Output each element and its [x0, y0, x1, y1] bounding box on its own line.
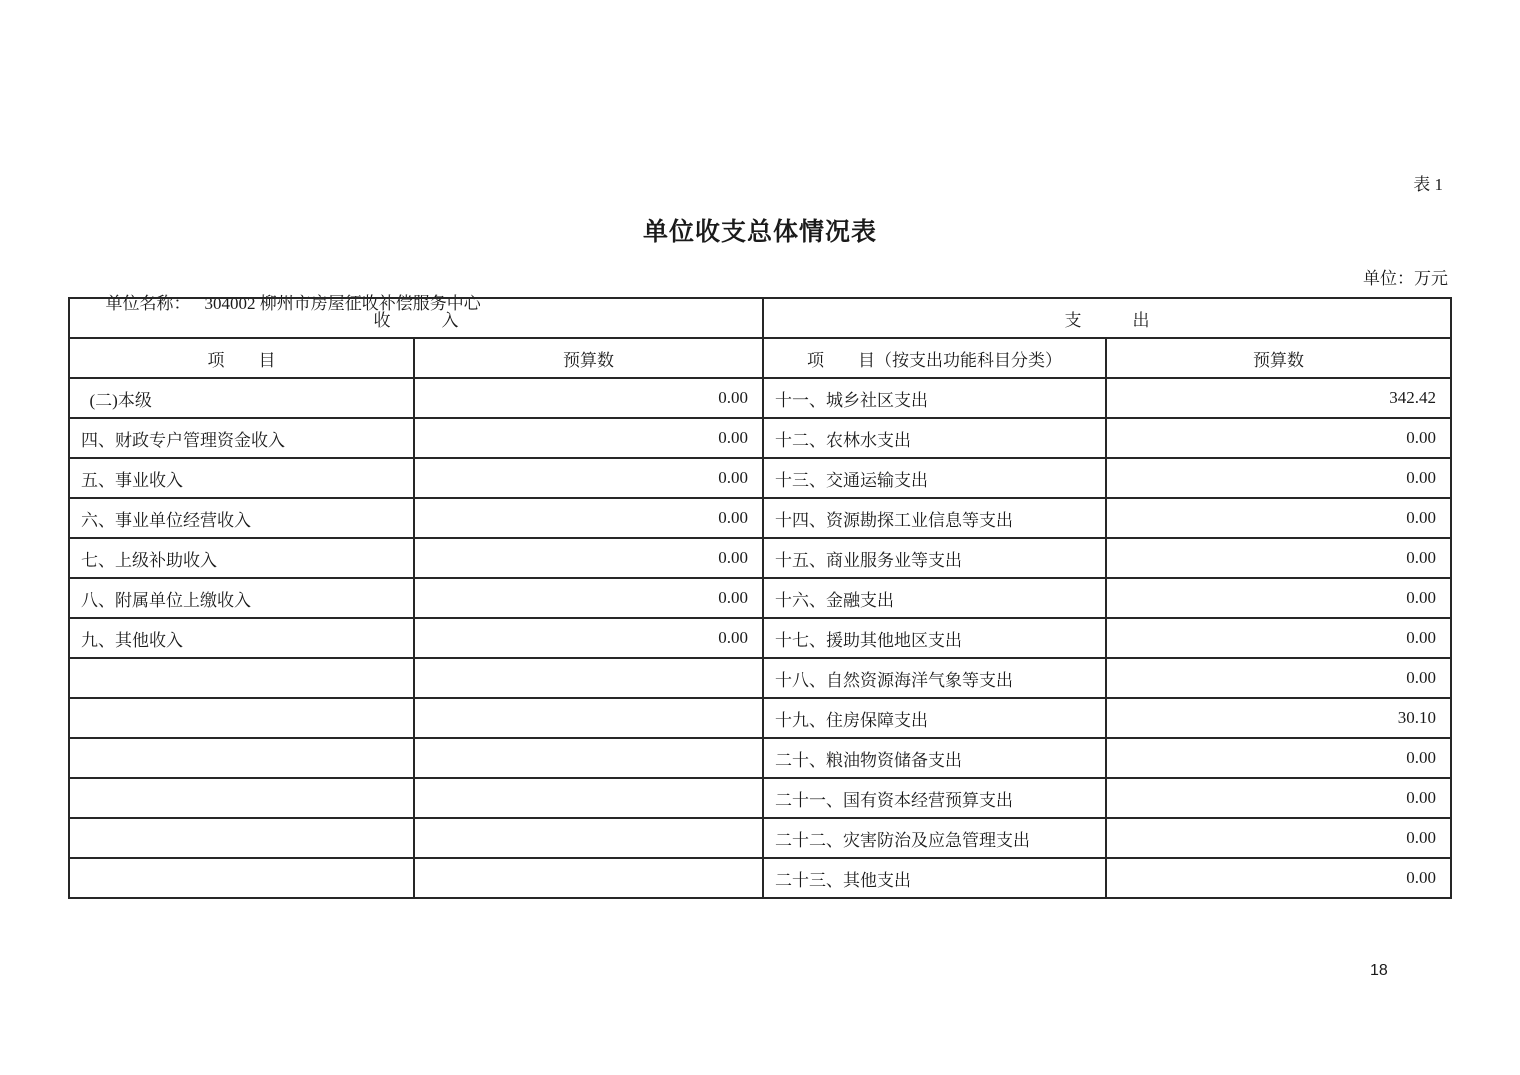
income-budget-cell: 0.00: [414, 578, 763, 618]
income-item-cell: 五、事业收入: [69, 458, 414, 498]
budget-table: [68, 297, 1452, 899]
table-row: [69, 658, 1451, 698]
expense-budget-cell: 0.00: [1106, 418, 1451, 458]
expense-budget-cell: 0.00: [1106, 658, 1451, 698]
unit-name-value: 304002 柳州市房屋征收补偿服务中心: [204, 294, 481, 313]
income-budget-cell: [414, 698, 763, 738]
income-item-cell: 六、事业单位经营收入: [69, 498, 414, 538]
income-item-cell: 七、上级补助收入: [69, 538, 414, 578]
income-item-cell: [69, 658, 414, 698]
income-item-cell: [69, 738, 414, 778]
income-item-cell: 九、其他收入: [69, 618, 414, 658]
income-budget-cell: [414, 858, 763, 898]
income-item-cell: (二)本级: [69, 378, 414, 418]
table-row: [69, 378, 1451, 418]
table-row: [69, 818, 1451, 858]
table-row: [69, 698, 1451, 738]
page-number: 18: [1370, 962, 1388, 979]
page-title: 单位收支总体情况表: [642, 219, 877, 246]
income-item-cell: [69, 858, 414, 898]
unit-of-measure: 单位：万元: [1363, 269, 1448, 288]
table-row: [69, 738, 1451, 778]
expense-budget-header: 预算数: [1106, 338, 1451, 378]
income-budget-cell: 0.00: [414, 538, 763, 578]
expense-budget-cell: 0.00: [1106, 458, 1451, 498]
expense-item-cell: 二十二、灾害防治及应急管理支出: [763, 818, 1106, 858]
table-row: [69, 618, 1451, 658]
expense-budget-cell: 0.00: [1106, 538, 1451, 578]
table-row: [69, 578, 1451, 618]
income-item-cell: [69, 698, 414, 738]
expense-budget-cell: 0.00: [1106, 778, 1451, 818]
expense-item-cell: 十九、住房保障支出: [763, 698, 1106, 738]
column-header-row: [69, 338, 1451, 378]
table-row: [69, 858, 1451, 898]
table-tag: 表 1: [1413, 175, 1443, 194]
income-budget-cell: [414, 738, 763, 778]
expense-item-cell: 十四、资源勘探工业信息等支出: [763, 498, 1106, 538]
table-row: [69, 458, 1451, 498]
expense-item-header: 项 目（按支出功能科目分类）: [763, 338, 1106, 378]
expense-budget-cell: 0.00: [1106, 498, 1451, 538]
expense-item-cell: 十一、城乡社区支出: [763, 378, 1106, 418]
unit-name-label: 单位名称：: [105, 294, 191, 313]
section-header-row: [69, 298, 1451, 338]
income-budget-cell: 0.00: [414, 418, 763, 458]
expense-budget-cell: 0.00: [1106, 618, 1451, 658]
income-item-cell: 八、附属单位上缴收入: [69, 578, 414, 618]
table-row: [69, 498, 1451, 538]
expense-item-cell: 十五、商业服务业等支出: [763, 538, 1106, 578]
expense-item-cell: 十二、农林水支出: [763, 418, 1106, 458]
expense-budget-cell: 0.00: [1106, 578, 1451, 618]
expense-budget-cell: 342.42: [1106, 378, 1451, 418]
expense-budget-cell: 30.10: [1106, 698, 1451, 738]
expense-item-cell: 二十一、国有资本经营预算支出: [763, 778, 1106, 818]
expense-item-cell: 二十、粮油物资储备支出: [763, 738, 1106, 778]
income-item-cell: [69, 818, 414, 858]
income-budget-cell: 0.00: [414, 378, 763, 418]
income-budget-cell: [414, 778, 763, 818]
expense-section-header: 支 出: [763, 298, 1451, 338]
expense-budget-cell: 0.00: [1106, 818, 1451, 858]
income-budget-cell: 0.00: [414, 498, 763, 538]
income-item-header: 项 目: [69, 338, 414, 378]
expense-budget-cell: 0.00: [1106, 738, 1451, 778]
income-budget-cell: [414, 658, 763, 698]
expense-item-cell: 十八、自然资源海洋气象等支出: [763, 658, 1106, 698]
table-row: [69, 418, 1451, 458]
expense-item-cell: 十三、交通运输支出: [763, 458, 1106, 498]
table-row: [69, 778, 1451, 818]
expense-item-cell: 十六、金融支出: [763, 578, 1106, 618]
income-budget-cell: [414, 818, 763, 858]
income-section-header: 收 入: [69, 298, 763, 338]
income-budget-cell: 0.00: [414, 458, 763, 498]
income-budget-header: 预算数: [414, 338, 763, 378]
table-row: [69, 538, 1451, 578]
income-budget-cell: 0.00: [414, 618, 763, 658]
income-item-cell: [69, 778, 414, 818]
expense-item-cell: 十七、援助其他地区支出: [763, 618, 1106, 658]
income-item-cell: 四、财政专户管理资金收入: [69, 418, 414, 458]
expense-item-cell: 二十三、其他支出: [763, 858, 1106, 898]
expense-budget-cell: 0.00: [1106, 858, 1451, 898]
